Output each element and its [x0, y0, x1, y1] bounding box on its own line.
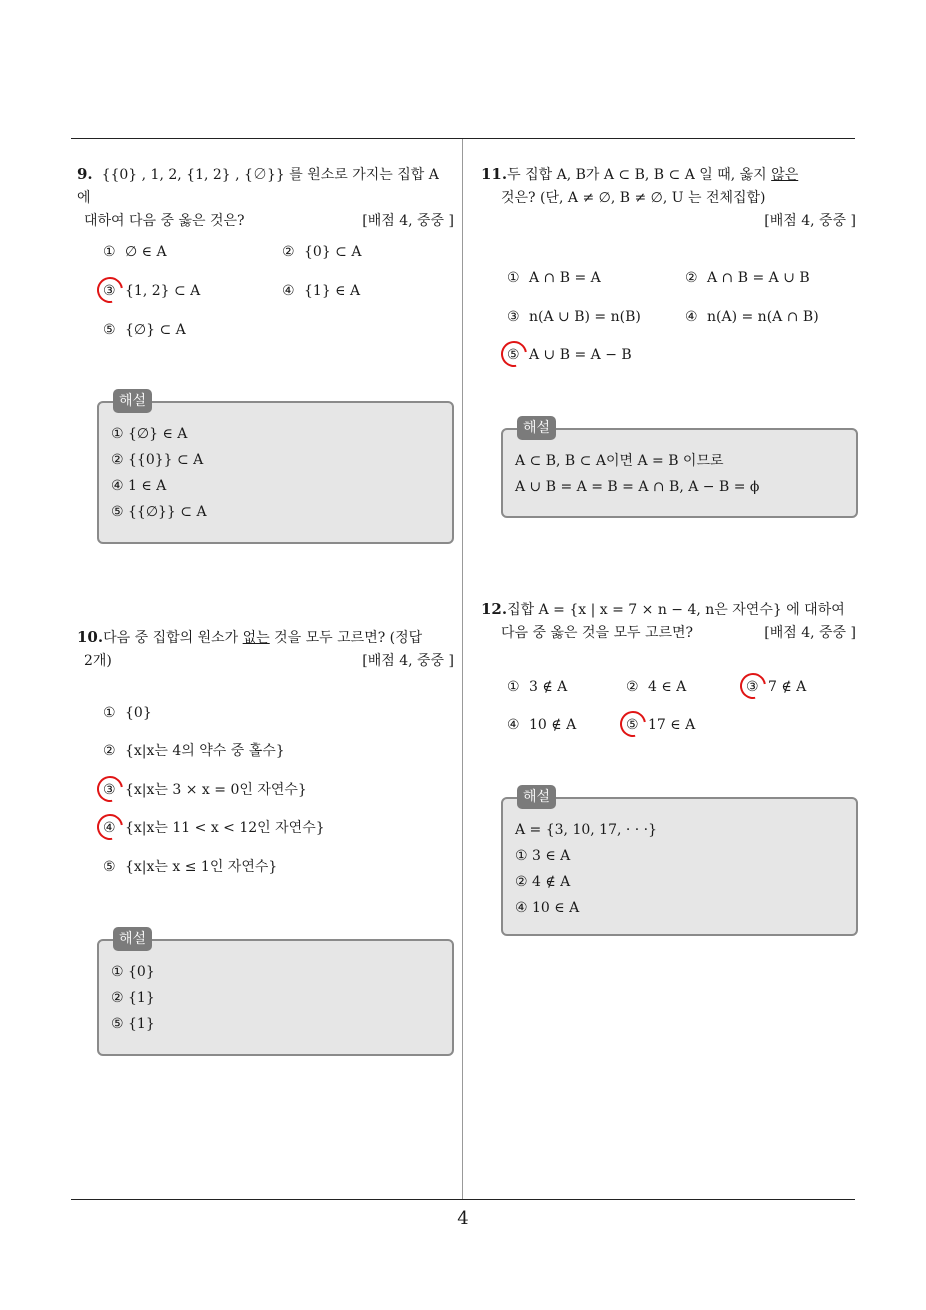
q9-option-1: ① ∅ ∈ A: [103, 244, 167, 260]
answer-circle-mark: ⑤: [507, 345, 529, 365]
solution-tag: 해설: [113, 389, 152, 413]
q11-option-3: ③ n(A ∪ B) = n(B): [507, 309, 641, 325]
q12-option-5: ⑤ 17 ∈ A: [626, 717, 696, 733]
bottom-rule: [71, 1199, 855, 1200]
column-divider: [462, 139, 463, 1199]
solution-line: ② {1}: [111, 990, 155, 1006]
question-12-line2: 다음 중 옳은 것을 모두 고르면? [배점 4, 중중 ]: [481, 622, 856, 645]
q12-option-1: ① 3 ∉ A: [507, 679, 568, 695]
question-10-line2: 2개) [배점 4, 중중 ]: [77, 650, 454, 673]
q10-option-3: ③ {x|x는 3 × x = 0인 자연수}: [103, 782, 307, 798]
solution-line: ② 4 ∉ A: [515, 874, 571, 890]
solution-line: ① 3 ∈ A: [515, 848, 571, 864]
question-11-line2: 것은? (단, A ≠ ∅, B ≠ ∅, U 는 전체집합): [501, 190, 766, 206]
points-label: [배점 4, 중중 ]: [764, 213, 856, 229]
question-9-line2: [77, 210, 454, 233]
page-number: 4: [457, 1208, 469, 1229]
question-11-line3: [481, 210, 856, 233]
q10-option-4: ④ {x|x는 11 < x < 12인 자연수}: [103, 820, 325, 836]
question-10-line1: 10.다음 중 집합의 원소가 없는 것을 모두 고르면? (정답: [77, 628, 423, 646]
q9-option-3: ③ {1, 2} ⊂ A: [103, 283, 201, 299]
answer-circle-mark: ③: [103, 281, 125, 301]
question-12-number: 12.: [481, 600, 508, 618]
points-label: [배점 4, 중중 ]: [362, 653, 454, 669]
solution-line: ⑤ {1}: [111, 1016, 155, 1032]
solution-line: ④ 1 ∈ A: [111, 478, 167, 494]
q11-solution-box: [501, 420, 858, 518]
question-9: [77, 163, 454, 233]
question-12-line1: 12.집합 A = {x | x = 7 × n − 4, n은 자연수} 에 대하여: [481, 600, 845, 618]
question-11-number: 11.: [481, 165, 508, 183]
solution-line: ② {{0}} ⊂ A: [111, 452, 204, 468]
q12-option-3: ③ 7 ∉ A: [746, 679, 807, 695]
q11-option-4: ④ n(A) = n(A ∩ B): [685, 309, 819, 325]
q9-option-5: ⑤ {∅} ⊂ A: [103, 322, 186, 338]
answer-circle-mark: ③: [746, 677, 768, 697]
q9-solution-box: [97, 393, 454, 544]
points-label: [배점 4, 중중 ]: [362, 213, 454, 229]
q12-solution-box: [501, 789, 858, 936]
solution-line: ⑤ {{∅}} ⊂ A: [111, 504, 207, 520]
question-9-number: 9.: [77, 165, 93, 183]
q11-option-1: ① A ∩ B = A: [507, 270, 601, 286]
solution-line: ① {0}: [111, 964, 155, 980]
points-label: [배점 4, 중중 ]: [764, 625, 856, 641]
question-9-line1: [77, 163, 454, 210]
question-9-stem: {{0} , 1, 2, {1, 2} , {∅}} 를 원소로 가지는 집합 A 에: [77, 167, 439, 206]
q12-option-4: ④ 10 ∉ A: [507, 717, 577, 733]
q10-solution-box: [97, 931, 454, 1056]
question-12: [481, 598, 856, 645]
q10-option-2: ② {x|x는 4의 약수 중 홀수}: [103, 743, 285, 759]
top-rule: [71, 138, 855, 139]
underlined-word: 않은: [771, 167, 799, 183]
underlined-word: 없는: [242, 630, 270, 646]
q10-option-5: ⑤ {x|x는 x ≤ 1인 자연수}: [103, 859, 278, 875]
solution-line: ① {∅} ∈ A: [111, 426, 188, 442]
q9-option-4: ④ {1} ∈ A: [282, 283, 361, 299]
solution-tag: 해설: [517, 785, 556, 809]
solution-line: ④ 10 ∈ A: [515, 900, 580, 916]
question-11: [481, 163, 856, 233]
q11-option-5: ⑤ A ∪ B = A − B: [507, 347, 632, 363]
answer-circle-mark: ③: [103, 780, 125, 800]
q11-option-2: ② A ∩ B = A ∪ B: [685, 270, 810, 286]
q9-option-2: ② {0} ⊂ A: [282, 244, 362, 260]
question-10-number: 10.: [77, 628, 104, 646]
answer-circle-mark: ⑤: [626, 715, 648, 735]
q12-option-2: ② 4 ∈ A: [626, 679, 687, 695]
solution-line: A = {3, 10, 17, · · ·}: [515, 822, 658, 838]
question-10: [77, 626, 454, 673]
question-11-line1: 11.두 집합 A, B가 A ⊂ B, B ⊂ A 일 때, 옳지 않은: [481, 165, 799, 183]
solution-line: A ∪ B = A = B = A ∩ B, A − B = ϕ: [515, 479, 760, 495]
answer-circle-mark: ④: [103, 818, 125, 838]
question-9-stem-cont: 대하여 다음 중 옳은 것은?: [84, 213, 245, 229]
solution-tag: 해설: [517, 416, 556, 440]
solution-line: A ⊂ B, B ⊂ A이면 A = B 이므로: [515, 453, 724, 469]
solution-tag: 해설: [113, 927, 152, 951]
q10-option-1: ① {0}: [103, 705, 152, 721]
